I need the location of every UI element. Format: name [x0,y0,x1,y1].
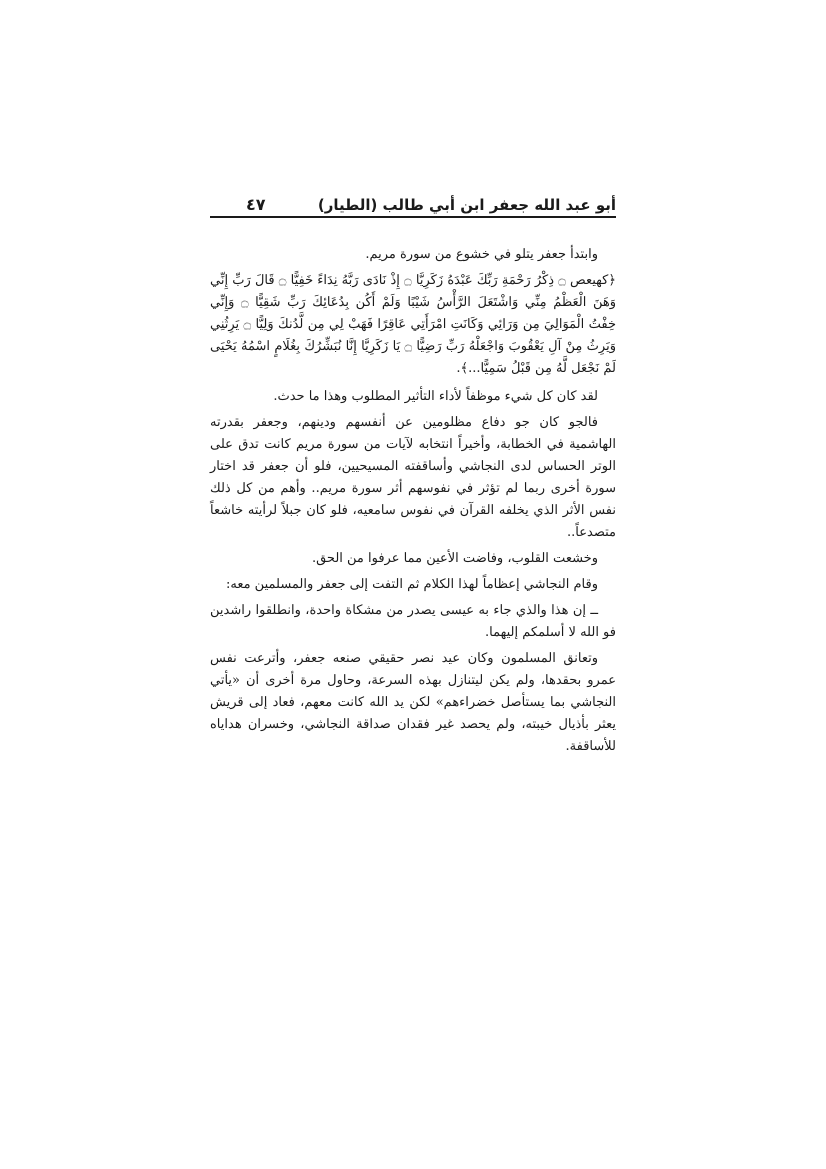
body-text [210,244,616,758]
chapter-title: أبو عبد الله جعفر ابن أبي طالب (الطيار) [317,196,616,214]
page-number: ٤٧ [246,195,266,214]
paragraph: ــ إن هذا والذي جاء به عيسى يصدر من مشكاة واحدة، وانطلقوا راشدين فو الله لا أسلمكم إليهما. [210,603,616,640]
quran-quote: ﴿كهيعص ۝ ذِكْرُ رَحْمَةِ رَبِّكَ عَبْدَهُ زَكَرِيَّا ۝ إِذْ نَادَى رَبَّهُ نِدَاءً خَفِيًّا ۝ قَالَ رَبِّ إِنِّي وَهَنَ الْعَظْمُ مِنِّي وَاشْتَعَلَ الرَّأْسُ شَيْبًا وَلَمْ أَكُن بِدُعَائِكَ رَبِّ شَقِيًّا ۝ وَإِنِّي خِفْتُ الْمَوَالِيَ مِن وَرَائِي وَكَانَتِ امْرَأَتِي عَاقِرًا فَهَبْ لِي مِن لَّدُنكَ وَلِيًّا ۝ يَرِثُنِي وَيَرِثُ مِنْ آلِ يَعْقُوبَ وَاجْعَلْهُ رَبِّ رَضِيًّا ۝ يَا زَكَرِيَّا إِنَّا نُبَشِّرُكَ بِغُلَامٍ اسْمُهُ يَحْيَى لَمْ نَجْعَل لَّهُ مِن قَبْلُ سَمِيًّا...﴾. [210,273,616,376]
paragraph: وتعانق المسلمون وكان عيد نصر حقيقي صنعه جعفر، وأترعت نفس عمرو بحقدها، ولم يكن ليتنازل بهذه السرعة، وحاول مرة أخرى أن «يأتي النجاشي بما يستأصل خضراءهم» لكن يد الله كانت معهم، فعاد إلى قريش يعثر بأذيال خيبته، ولم يحصد غير فقدان صداقة النجاشي، وخسران هداياه للأساقفة. [210,651,616,754]
book-page [210,188,616,762]
paragraph-intro: وابتدأ جعفر يتلو في خشوع من سورة مريم. [365,247,598,262]
paragraph: لقد كان كل شيء موظفاً لأداء التأثير المطلوب وهذا ما حدث. [273,389,598,404]
paragraph: وقام النجاشي إعظاماً لهذا الكلام ثم التفت إلى جعفر والمسلمين معه: [225,577,598,592]
paragraph: وخشعت القلوب، وفاضت الأعين مما عرفوا من الحق. [311,551,598,566]
paragraph: فالجو كان جو دفاع مظلومين عن أنفسهم ودينهم، وجعفر بقدرته الهاشمية في الخطابة، وأخيراً انتخابه لآيات من سورة مريم كانت تدق على الوتر الحساس لدى النجاشي وأساقفته المسيحيين، فلو أن جعفر قد اختار سورة أخرى ربما لم تؤثر في نفوسهم أثر سورة مريم.. وأهم من كل ذلك نفس الأثر الذي يخلفه القرآن في نفوس سامعيه، فلو كان جبلاً لرأيته خاشعاً متصدعاً.. [210,415,616,540]
running-header [210,188,616,218]
